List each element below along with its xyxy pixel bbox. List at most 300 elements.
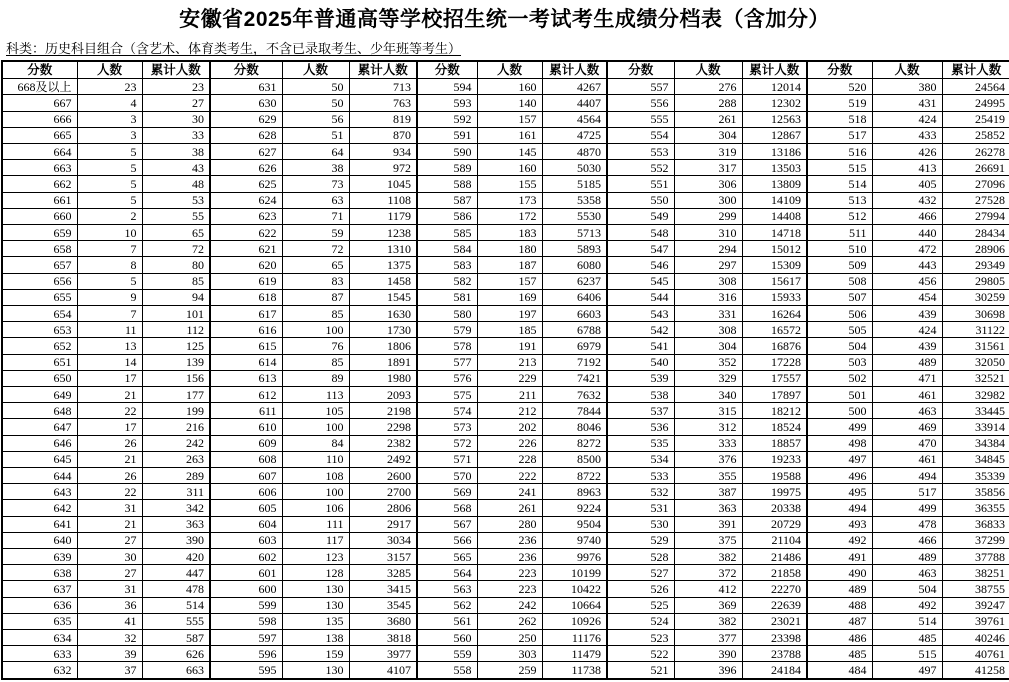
count-cell: 11	[77, 322, 142, 338]
score-cell: 549	[607, 208, 674, 224]
table-row	[2, 662, 1009, 679]
cumulative-cell: 26691	[942, 160, 1009, 176]
cumulative-cell: 17228	[742, 354, 807, 370]
score-cell: 600	[210, 581, 282, 597]
count-cell: 37	[77, 662, 142, 679]
cumulative-cell: 514	[142, 597, 210, 613]
count-cell: 390	[674, 646, 742, 662]
table-row	[2, 289, 1009, 305]
cumulative-cell: 156	[142, 370, 210, 386]
cumulative-cell: 9224	[542, 500, 607, 516]
count-cell: 355	[674, 468, 742, 484]
count-cell: 71	[282, 208, 349, 224]
count-header: 人数	[477, 61, 542, 78]
cumulative-cell: 4407	[542, 95, 607, 111]
count-cell: 485	[872, 630, 942, 646]
cumulative-cell: 10422	[542, 581, 607, 597]
score-cell: 629	[210, 111, 282, 127]
count-cell: 471	[872, 370, 942, 386]
count-cell: 250	[477, 630, 542, 646]
cumulative-cell: 53	[142, 192, 210, 208]
cumulative-cell: 6979	[542, 338, 607, 354]
score-cell: 661	[2, 192, 77, 208]
count-cell: 159	[282, 646, 349, 662]
cumulative-cell: 6080	[542, 257, 607, 273]
count-cell: 113	[282, 387, 349, 403]
cumulative-cell: 19233	[742, 451, 807, 467]
count-cell: 466	[872, 208, 942, 224]
cumulative-cell: 242	[142, 435, 210, 451]
count-cell: 443	[872, 257, 942, 273]
count-cell: 2	[77, 208, 142, 224]
score-cell: 626	[210, 160, 282, 176]
score-cell: 616	[210, 322, 282, 338]
score-cell: 533	[607, 468, 674, 484]
score-cell: 547	[607, 241, 674, 257]
table-row	[2, 354, 1009, 370]
count-cell: 372	[674, 565, 742, 581]
table-row	[2, 532, 1009, 548]
count-cell: 396	[674, 662, 742, 679]
count-cell: 363	[674, 500, 742, 516]
cumulative-cell: 30698	[942, 305, 1009, 321]
score-cell: 544	[607, 289, 674, 305]
count-cell: 211	[477, 387, 542, 403]
score-cell: 577	[417, 354, 477, 370]
count-cell: 280	[477, 516, 542, 532]
score-cell: 598	[210, 613, 282, 629]
count-cell: 304	[674, 338, 742, 354]
score-cell: 611	[210, 403, 282, 419]
score-cell: 488	[807, 597, 872, 613]
count-cell: 315	[674, 403, 742, 419]
score-cell: 590	[417, 143, 477, 159]
score-cell: 525	[607, 597, 674, 613]
score-cell: 568	[417, 500, 477, 516]
score-cell: 620	[210, 257, 282, 273]
count-cell: 316	[674, 289, 742, 305]
count-cell: 303	[477, 646, 542, 662]
count-cell: 160	[477, 160, 542, 176]
count-cell: 276	[674, 79, 742, 95]
count-cell: 32	[77, 630, 142, 646]
count-cell: 130	[282, 597, 349, 613]
cumulative-cell: 972	[349, 160, 417, 176]
score-cell: 641	[2, 516, 77, 532]
score-header: 分数	[210, 61, 282, 78]
cumulative-cell: 6237	[542, 273, 607, 289]
cumulative-cell: 4725	[542, 127, 607, 143]
count-cell: 514	[872, 613, 942, 629]
cumulative-cell: 5358	[542, 192, 607, 208]
count-cell: 461	[872, 387, 942, 403]
count-cell: 157	[477, 111, 542, 127]
score-cell: 556	[607, 95, 674, 111]
score-cell: 485	[807, 646, 872, 662]
score-cell: 652	[2, 338, 77, 354]
score-cell: 609	[210, 435, 282, 451]
table-row	[2, 630, 1009, 646]
score-cell: 503	[807, 354, 872, 370]
table-row	[2, 127, 1009, 143]
cumulative-cell: 12563	[742, 111, 807, 127]
count-header: 人数	[282, 61, 349, 78]
table-row	[2, 403, 1009, 419]
cumulative-cell: 23	[142, 79, 210, 95]
count-cell: 504	[872, 581, 942, 597]
cumulative-header: 累计人数	[742, 61, 807, 78]
score-cell: 612	[210, 387, 282, 403]
cumulative-cell: 31122	[942, 322, 1009, 338]
cumulative-cell: 363	[142, 516, 210, 532]
score-cell: 560	[417, 630, 477, 646]
count-cell: 105	[282, 403, 349, 419]
score-cell: 650	[2, 370, 77, 386]
count-cell: 340	[674, 387, 742, 403]
score-cell: 645	[2, 451, 77, 467]
cumulative-cell: 555	[142, 613, 210, 629]
count-header: 人数	[674, 61, 742, 78]
cumulative-cell: 3680	[349, 613, 417, 629]
score-cell: 637	[2, 581, 77, 597]
table-row	[2, 79, 1009, 95]
count-cell: 110	[282, 451, 349, 467]
count-cell: 4	[77, 95, 142, 111]
cumulative-cell: 8046	[542, 419, 607, 435]
score-cell: 513	[807, 192, 872, 208]
score-cell: 638	[2, 565, 77, 581]
cumulative-cell: 24564	[942, 79, 1009, 95]
score-cell: 572	[417, 435, 477, 451]
cumulative-cell: 23398	[742, 630, 807, 646]
cumulative-cell: 263	[142, 451, 210, 467]
cumulative-cell: 7844	[542, 403, 607, 419]
cumulative-cell: 21486	[742, 549, 807, 565]
score-cell: 511	[807, 224, 872, 240]
score-cell: 492	[807, 532, 872, 548]
count-cell: 87	[282, 289, 349, 305]
count-cell: 172	[477, 208, 542, 224]
count-cell: 236	[477, 549, 542, 565]
page-title: 安徽省2025年普通高等学校招生统一考试考生成绩分档表（含加分）	[179, 8, 830, 31]
count-cell: 76	[282, 338, 349, 354]
cumulative-cell: 33445	[942, 403, 1009, 419]
count-cell: 5	[77, 143, 142, 159]
score-cell: 580	[417, 305, 477, 321]
count-cell: 64	[282, 143, 349, 159]
cumulative-cell: 13809	[742, 176, 807, 192]
cumulative-cell: 12867	[742, 127, 807, 143]
score-cell: 573	[417, 419, 477, 435]
cumulative-header: 累计人数	[942, 61, 1009, 78]
cumulative-cell: 28434	[942, 224, 1009, 240]
cumulative-cell: 713	[349, 79, 417, 95]
score-cell: 647	[2, 419, 77, 435]
score-cell: 541	[607, 338, 674, 354]
cumulative-cell: 5185	[542, 176, 607, 192]
count-cell: 145	[477, 143, 542, 159]
table-row	[2, 484, 1009, 500]
count-cell: 375	[674, 532, 742, 548]
cumulative-cell: 9976	[542, 549, 607, 565]
score-cell: 534	[607, 451, 674, 467]
table-row	[2, 387, 1009, 403]
cumulative-cell: 478	[142, 581, 210, 597]
cumulative-cell: 587	[142, 630, 210, 646]
cumulative-cell: 5713	[542, 224, 607, 240]
score-cell: 527	[607, 565, 674, 581]
cumulative-cell: 28906	[942, 241, 1009, 257]
count-cell: 241	[477, 484, 542, 500]
score-cell: 603	[210, 532, 282, 548]
score-cell: 640	[2, 532, 77, 548]
cumulative-header: 累计人数	[542, 61, 607, 78]
score-cell: 615	[210, 338, 282, 354]
count-cell: 13	[77, 338, 142, 354]
table-row	[2, 613, 1009, 629]
cumulative-cell: 125	[142, 338, 210, 354]
count-cell: 22	[77, 484, 142, 500]
count-cell: 308	[674, 273, 742, 289]
cumulative-cell: 25852	[942, 127, 1009, 143]
score-cell: 605	[210, 500, 282, 516]
cumulative-cell: 18857	[742, 435, 807, 451]
cumulative-cell: 4564	[542, 111, 607, 127]
score-cell: 614	[210, 354, 282, 370]
score-cell: 546	[607, 257, 674, 273]
score-cell: 619	[210, 273, 282, 289]
score-cell: 566	[417, 532, 477, 548]
score-cell: 545	[607, 273, 674, 289]
table-row	[2, 241, 1009, 257]
count-cell: 9	[77, 289, 142, 305]
count-cell: 228	[477, 451, 542, 467]
count-cell: 300	[674, 192, 742, 208]
cumulative-cell: 3285	[349, 565, 417, 581]
table-row	[2, 95, 1009, 111]
score-cell: 504	[807, 338, 872, 354]
count-cell: 157	[477, 273, 542, 289]
count-cell: 405	[872, 176, 942, 192]
score-cell: 532	[607, 484, 674, 500]
count-cell: 100	[282, 419, 349, 435]
score-cell: 570	[417, 468, 477, 484]
count-cell: 492	[872, 597, 942, 613]
count-cell: 130	[282, 581, 349, 597]
count-cell: 26	[77, 468, 142, 484]
count-cell: 377	[674, 630, 742, 646]
score-cell: 567	[417, 516, 477, 532]
count-cell: 202	[477, 419, 542, 435]
count-cell: 431	[872, 95, 942, 111]
score-cell: 521	[607, 662, 674, 679]
count-cell: 497	[872, 662, 942, 679]
score-cell: 524	[607, 613, 674, 629]
score-cell: 643	[2, 484, 77, 500]
cumulative-cell: 1891	[349, 354, 417, 370]
score-cell: 508	[807, 273, 872, 289]
cumulative-cell: 934	[349, 143, 417, 159]
score-cell: 489	[807, 581, 872, 597]
score-cell: 502	[807, 370, 872, 386]
score-cell: 582	[417, 273, 477, 289]
cumulative-cell: 17897	[742, 387, 807, 403]
count-cell: 117	[282, 532, 349, 548]
count-cell: 5	[77, 192, 142, 208]
cumulative-cell: 25419	[942, 111, 1009, 127]
cumulative-cell: 2492	[349, 451, 417, 467]
score-cell: 515	[807, 160, 872, 176]
table-row	[2, 192, 1009, 208]
cumulative-cell: 342	[142, 500, 210, 516]
cumulative-cell: 31561	[942, 338, 1009, 354]
count-cell: 262	[477, 613, 542, 629]
score-cell: 648	[2, 403, 77, 419]
cumulative-cell: 819	[349, 111, 417, 127]
cumulative-cell: 18524	[742, 419, 807, 435]
count-cell: 106	[282, 500, 349, 516]
score-cell: 625	[210, 176, 282, 192]
cumulative-cell: 16876	[742, 338, 807, 354]
score-cell: 583	[417, 257, 477, 273]
cumulative-cell: 37788	[942, 549, 1009, 565]
score-cell: 665	[2, 127, 77, 143]
count-cell: 50	[282, 95, 349, 111]
score-cell: 610	[210, 419, 282, 435]
score-cell: 655	[2, 289, 77, 305]
count-cell: 424	[872, 322, 942, 338]
count-cell: 288	[674, 95, 742, 111]
count-cell: 191	[477, 338, 542, 354]
cumulative-cell: 29805	[942, 273, 1009, 289]
cumulative-cell: 311	[142, 484, 210, 500]
cumulative-cell: 80	[142, 257, 210, 273]
score-cell: 592	[417, 111, 477, 127]
count-cell: 50	[282, 79, 349, 95]
score-cell: 498	[807, 435, 872, 451]
score-cell: 654	[2, 305, 77, 321]
table-row	[2, 322, 1009, 338]
count-cell: 180	[477, 241, 542, 257]
count-cell: 23	[77, 79, 142, 95]
score-cell: 578	[417, 338, 477, 354]
cumulative-cell: 7192	[542, 354, 607, 370]
score-cell: 584	[417, 241, 477, 257]
score-cell: 618	[210, 289, 282, 305]
score-cell: 530	[607, 516, 674, 532]
score-cell: 644	[2, 468, 77, 484]
count-cell: 187	[477, 257, 542, 273]
score-cell: 607	[210, 468, 282, 484]
cumulative-cell: 1310	[349, 241, 417, 257]
count-cell: 412	[674, 581, 742, 597]
score-cell: 594	[417, 79, 477, 95]
score-cell: 523	[607, 630, 674, 646]
cumulative-cell: 177	[142, 387, 210, 403]
cumulative-cell: 29349	[942, 257, 1009, 273]
count-cell: 432	[872, 192, 942, 208]
cumulative-cell: 2600	[349, 468, 417, 484]
count-cell: 26	[77, 435, 142, 451]
count-cell: 197	[477, 305, 542, 321]
cumulative-cell: 17557	[742, 370, 807, 386]
cumulative-cell: 38	[142, 143, 210, 159]
count-cell: 65	[282, 257, 349, 273]
score-cell: 608	[210, 451, 282, 467]
cumulative-cell: 40761	[942, 646, 1009, 662]
score-cell: 630	[210, 95, 282, 111]
score-cell: 514	[807, 176, 872, 192]
cumulative-cell: 2298	[349, 419, 417, 435]
count-cell: 304	[674, 127, 742, 143]
score-cell: 553	[607, 143, 674, 159]
cumulative-cell: 663	[142, 662, 210, 679]
count-cell: 21	[77, 516, 142, 532]
cumulative-cell: 55	[142, 208, 210, 224]
cumulative-cell: 3034	[349, 532, 417, 548]
score-cell: 516	[807, 143, 872, 159]
cumulative-cell: 1980	[349, 370, 417, 386]
count-cell: 222	[477, 468, 542, 484]
score-cell: 558	[417, 662, 477, 679]
cumulative-cell: 15933	[742, 289, 807, 305]
count-cell: 494	[872, 468, 942, 484]
cumulative-cell: 5893	[542, 241, 607, 257]
count-cell: 466	[872, 532, 942, 548]
table-row	[2, 176, 1009, 192]
cumulative-cell: 33914	[942, 419, 1009, 435]
score-cell: 579	[417, 322, 477, 338]
score-cell: 554	[607, 127, 674, 143]
score-cell: 613	[210, 370, 282, 386]
table-row	[2, 516, 1009, 532]
count-cell: 226	[477, 435, 542, 451]
count-cell: 331	[674, 305, 742, 321]
cumulative-cell: 10664	[542, 597, 607, 613]
count-cell: 212	[477, 403, 542, 419]
score-cell: 501	[807, 387, 872, 403]
count-cell: 51	[282, 127, 349, 143]
score-cell: 576	[417, 370, 477, 386]
cumulative-cell: 3157	[349, 549, 417, 565]
score-cell: 494	[807, 500, 872, 516]
table-row	[2, 111, 1009, 127]
count-cell: 83	[282, 273, 349, 289]
cumulative-cell: 14408	[742, 208, 807, 224]
score-cell: 574	[417, 403, 477, 419]
score-cell: 599	[210, 597, 282, 613]
count-cell: 7	[77, 241, 142, 257]
count-cell: 31	[77, 500, 142, 516]
count-cell: 22	[77, 403, 142, 419]
score-cell: 663	[2, 160, 77, 176]
cumulative-cell: 11176	[542, 630, 607, 646]
score-cell: 595	[210, 662, 282, 679]
cumulative-cell: 2700	[349, 484, 417, 500]
table-row	[2, 451, 1009, 467]
count-cell: 478	[872, 516, 942, 532]
count-cell: 135	[282, 613, 349, 629]
count-cell: 297	[674, 257, 742, 273]
cumulative-cell: 21858	[742, 565, 807, 581]
cumulative-cell: 65	[142, 224, 210, 240]
count-cell: 439	[872, 305, 942, 321]
count-cell: 333	[674, 435, 742, 451]
count-cell: 387	[674, 484, 742, 500]
count-cell: 223	[477, 565, 542, 581]
table-row	[2, 160, 1009, 176]
cumulative-cell: 8722	[542, 468, 607, 484]
